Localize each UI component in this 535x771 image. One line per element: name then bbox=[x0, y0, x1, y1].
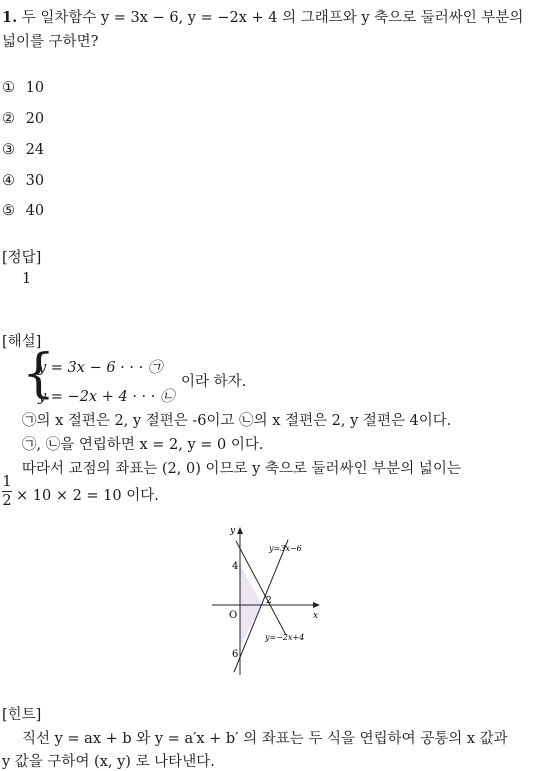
hint-line-1: 직선 y = ax + b 와 y = a′x + b′ 의 좌표는 두 식을 연립하여 공통의 x 값과 bbox=[22, 731, 508, 747]
option-marker: ② bbox=[2, 111, 15, 127]
x-axis-label: x bbox=[313, 611, 319, 621]
solution-eq-2: y = −2x + 4 · · · ㉡ bbox=[38, 389, 175, 405]
question-number: 1. bbox=[2, 9, 18, 26]
x-axis-arrow bbox=[313, 602, 320, 608]
fraction-numerator: 1 bbox=[2, 474, 12, 490]
y-axis-label: y bbox=[230, 526, 236, 536]
tick-label-y-4: 4 bbox=[232, 561, 239, 572]
option-value: 40 bbox=[25, 203, 45, 219]
question-line-2: 넓이를 구하면? bbox=[2, 34, 99, 50]
solution-eq-suffix: 이라 하자. bbox=[181, 374, 247, 390]
solution-eq-1: y = 3x − 6 · · · ㉠ bbox=[38, 360, 163, 376]
line-2-label: y=−2x+4 bbox=[265, 633, 305, 642]
tick-label-y-6: 6 bbox=[232, 649, 239, 660]
solution-line-1: ㉠의 x 절편은 2, y 절편은 -6이고 ㉡의 x 절편은 2, y 절편은 4이다. bbox=[22, 413, 452, 429]
solution-line-3: 따라서 교점의 좌표는 (2, 0) 이므로 y 축으로 둘러싸인 부분의 넓이는 bbox=[22, 461, 461, 477]
y-axis-arrow bbox=[237, 527, 243, 534]
solution-heading: [해설] bbox=[2, 334, 42, 350]
hint-heading: [힌트] bbox=[2, 707, 42, 723]
option-marker: ⑤ bbox=[2, 203, 15, 219]
option-value: 10 bbox=[25, 80, 45, 96]
line-1-label: y=3x−6 bbox=[269, 544, 302, 553]
tick-label-x-2: 2 bbox=[266, 596, 272, 606]
hint-line-2: y 값을 구하여 (x, y) 로 나타낸다. bbox=[2, 754, 215, 770]
origin-label: O bbox=[229, 610, 238, 621]
answer-value: 1 bbox=[22, 271, 32, 287]
option-marker: ③ bbox=[2, 142, 15, 158]
fraction-denominator: 2 bbox=[2, 493, 12, 509]
option-value: 24 bbox=[25, 142, 45, 158]
option-value: 30 bbox=[25, 173, 45, 189]
option-marker: ④ bbox=[2, 173, 15, 189]
question-line-1: 두 일차함수 y = 3x − 6, y = −2x + 4 의 그래프와 y 축으로 둘러싸인 부분의 bbox=[21, 10, 524, 26]
option-value: 20 bbox=[25, 111, 45, 127]
option-marker: ① bbox=[2, 80, 15, 96]
solution-line-4: × 10 × 2 = 10 이다. bbox=[16, 488, 159, 504]
answer-heading: [정답] bbox=[2, 250, 42, 266]
solution-line-2: ㉠, ㉡을 연립하면 x = 2, y = 0 이다. bbox=[22, 437, 264, 453]
system-brace: { bbox=[22, 344, 56, 404]
